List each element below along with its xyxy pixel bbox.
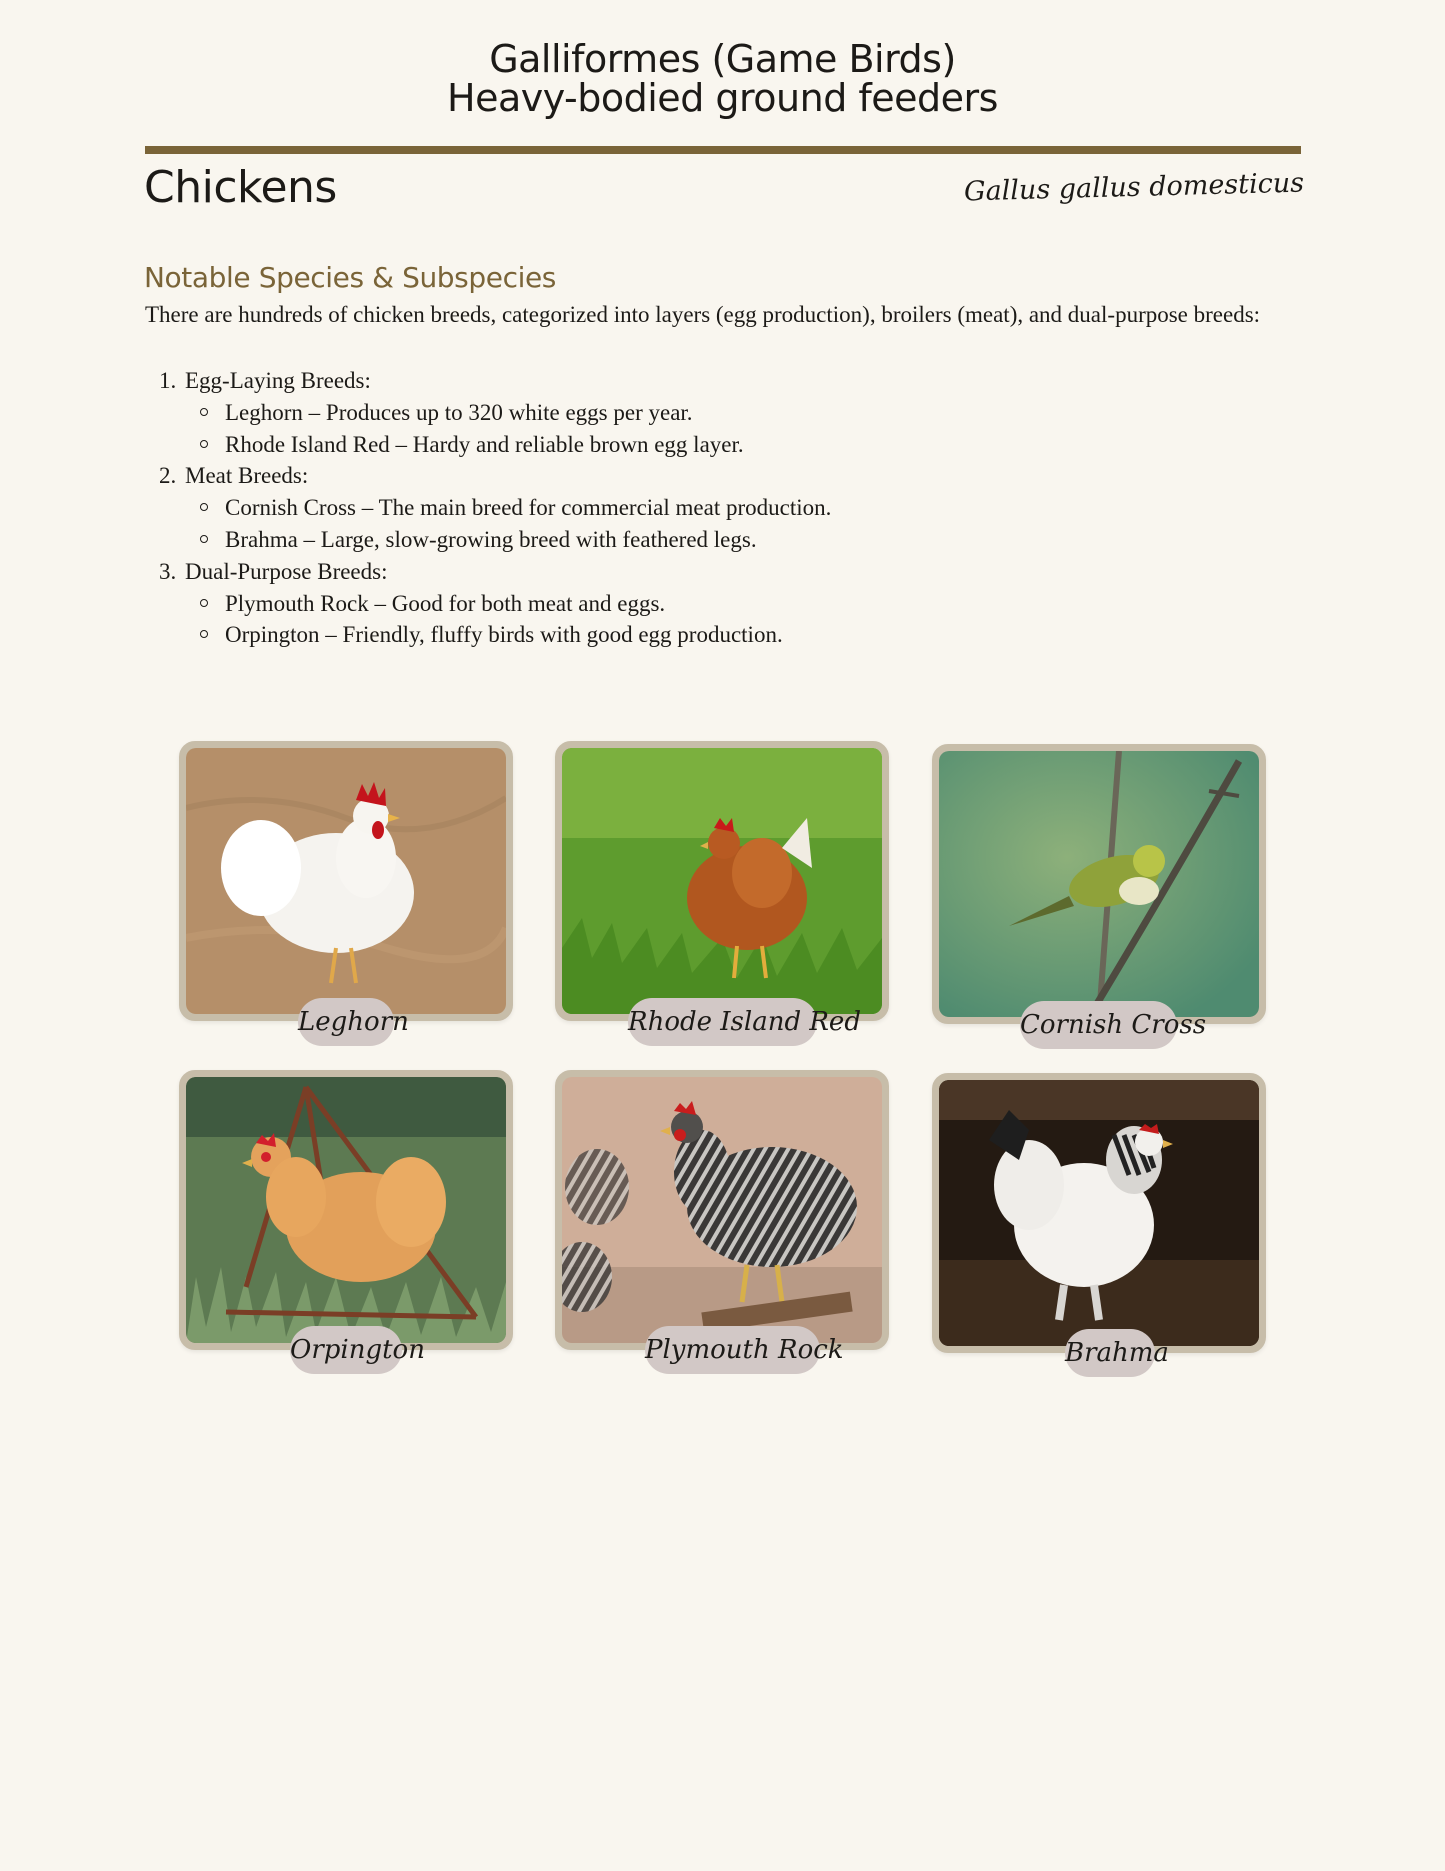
category-number: 3. bbox=[159, 558, 177, 584]
photo-caption-cornish-cross: Cornish Cross bbox=[1020, 1001, 1177, 1049]
header-order-title: Galliformes (Game Birds) bbox=[489, 37, 956, 81]
plymouth-rock-photo bbox=[562, 1077, 882, 1343]
photo-card-brahma bbox=[932, 1073, 1266, 1353]
leghorn-photo bbox=[186, 748, 506, 1014]
category-label: Egg-Laying Breeds: bbox=[185, 368, 371, 393]
photo-caption-rhode-island-red: Rhode Island Red bbox=[628, 998, 817, 1046]
page-header bbox=[0, 37, 1445, 120]
photo-caption-plymouth-rock: Plymouth Rock bbox=[645, 1326, 820, 1374]
list-item bbox=[145, 588, 1245, 620]
photo-caption-leghorn: Leghorn bbox=[298, 998, 394, 1046]
category-label: Meat Breeds: bbox=[185, 463, 309, 489]
category-label: Dual-Purpose Breeds: bbox=[185, 558, 388, 584]
category-number: 2. bbox=[159, 463, 177, 489]
header-divider bbox=[145, 146, 1301, 154]
bullet-icon bbox=[200, 535, 208, 543]
bullet-icon bbox=[200, 630, 208, 638]
photo-card-rhode-island-red bbox=[555, 741, 889, 1021]
list-item bbox=[145, 619, 1245, 651]
photo-card-cornish-cross bbox=[932, 744, 1266, 1024]
photo-caption-orpington: Orpington bbox=[290, 1326, 402, 1374]
list-item-text: Leghorn – Produces up to 320 white eggs per year. bbox=[225, 399, 693, 425]
photo-card-orpington bbox=[179, 1070, 513, 1350]
category-egg-laying bbox=[145, 365, 1245, 397]
list-item bbox=[145, 397, 1245, 429]
cornish-cross-photo bbox=[939, 751, 1259, 1017]
photo-card-leghorn bbox=[179, 741, 513, 1021]
orpington-photo bbox=[186, 1077, 506, 1343]
brahma-photo bbox=[939, 1080, 1259, 1346]
list-item bbox=[145, 524, 1245, 556]
list-item-text: Brahma – Large, slow-growing breed with feathered legs. bbox=[225, 526, 757, 552]
photo-caption-brahma: Brahma bbox=[1065, 1329, 1155, 1377]
list-item-text: Cornish Cross – The main breed for commercial meat production. bbox=[225, 495, 832, 521]
intro-paragraph: There are hundreds of chicken breeds, categorized into layers (egg production), broilers (meat), and dual-purpose breeds: bbox=[145, 302, 1261, 327]
list-item-text: Plymouth Rock – Good for both meat and eggs. bbox=[225, 590, 666, 616]
photo-card-plymouth-rock bbox=[555, 1070, 889, 1350]
page-title: Chickens bbox=[144, 162, 337, 213]
list-item-text: Orpington – Friendly, fluffy birds with good egg production. bbox=[225, 622, 783, 648]
header-order-subtitle: Heavy-bodied ground feeders bbox=[447, 76, 998, 120]
bullet-icon bbox=[200, 599, 208, 607]
scientific-name: Gallus gallus domesticus bbox=[963, 167, 1305, 208]
rhode-island-red-photo bbox=[562, 748, 882, 1014]
category-number: 1. bbox=[159, 368, 177, 393]
section-heading: Notable Species & Subspecies bbox=[144, 261, 556, 294]
category-dual-purpose bbox=[145, 556, 1245, 588]
breed-list bbox=[145, 365, 1245, 651]
bullet-icon bbox=[200, 408, 208, 416]
category-meat bbox=[145, 460, 1245, 492]
bullet-icon bbox=[200, 440, 208, 448]
list-item-text: Rhode Island Red – Hardy and reliable brown egg layer. bbox=[225, 431, 744, 457]
bullet-icon bbox=[200, 503, 208, 511]
list-item bbox=[145, 429, 1245, 461]
list-item bbox=[145, 492, 1245, 524]
